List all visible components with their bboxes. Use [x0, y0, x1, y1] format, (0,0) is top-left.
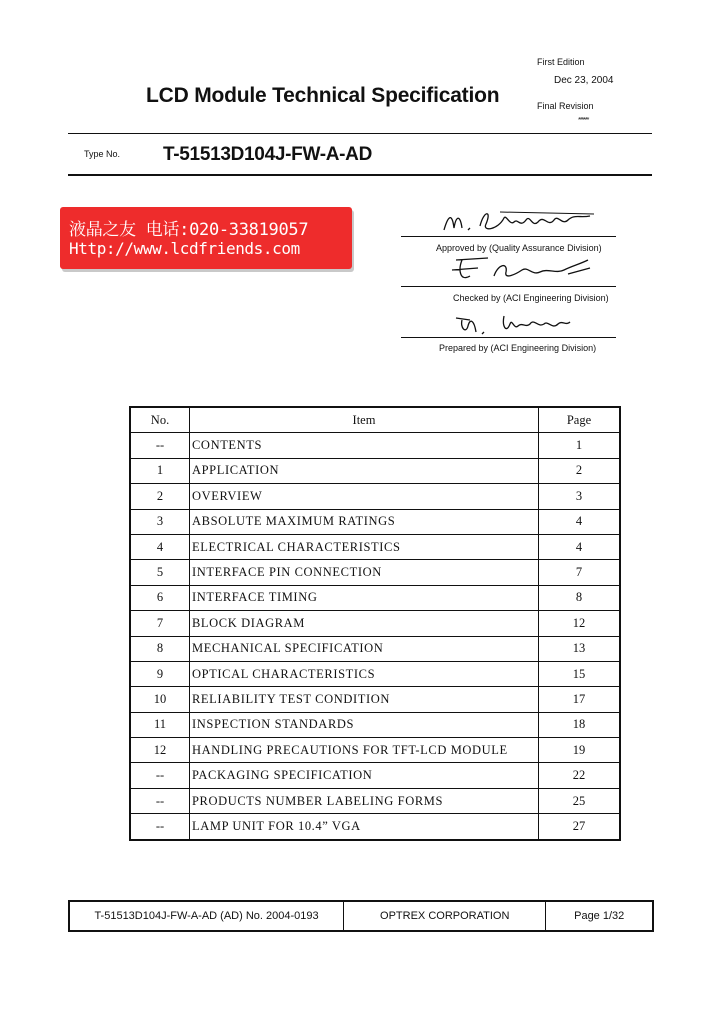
row-page: 2	[539, 458, 621, 483]
row-number: --	[130, 433, 190, 458]
row-item: PRODUCTS NUMBER LABELING FORMS	[190, 788, 539, 813]
row-number: 2	[130, 484, 190, 509]
row-item: APPLICATION	[190, 458, 539, 483]
row-item: CONTENTS	[190, 433, 539, 458]
final-revision-value: ******	[578, 117, 589, 124]
row-page: 12	[539, 611, 621, 636]
page-footer	[68, 900, 654, 932]
preparer-signature	[452, 308, 582, 338]
contents-row	[130, 763, 620, 788]
contents-row	[130, 814, 620, 840]
row-page: 3	[539, 484, 621, 509]
row-number: 4	[130, 534, 190, 559]
row-number: 8	[130, 636, 190, 661]
type-number-label: Type No.	[84, 149, 121, 159]
footer-doc-number: T-51513D104J-FW-A-AD (AD) No. 2004-0193	[70, 902, 344, 930]
row-page: 22	[539, 763, 621, 788]
row-page: 19	[539, 738, 621, 763]
stamp-line-1: 液晶之友 电话:020-33819057	[69, 220, 309, 240]
type-divider	[68, 174, 652, 176]
footer-company: OPTREX CORPORATION	[344, 902, 546, 930]
contents-row	[130, 636, 620, 661]
contents-row	[130, 738, 620, 763]
preparer-line	[401, 337, 616, 338]
header-item: Item	[190, 407, 539, 433]
title-divider	[68, 133, 652, 134]
lcdfriends-stamp	[60, 207, 352, 269]
contents-row	[130, 611, 620, 636]
row-item: LAMP UNIT FOR 10.4” VGA	[190, 814, 539, 840]
contents-row	[130, 687, 620, 712]
first-edition-date: Dec 23, 2004	[554, 75, 614, 86]
contents-row	[130, 560, 620, 585]
checker-signature	[448, 254, 598, 286]
row-page: 27	[539, 814, 621, 840]
contents-row	[130, 458, 620, 483]
approver-signature	[440, 206, 600, 236]
row-number: 10	[130, 687, 190, 712]
approver-caption: Approved by (Quality Assurance Division)	[436, 243, 602, 253]
approver-line	[401, 236, 616, 237]
stamp-line-2: Http://www.lcdfriends.com	[69, 239, 300, 258]
row-number: 3	[130, 509, 190, 534]
row-page: 25	[539, 788, 621, 813]
row-number: 7	[130, 611, 190, 636]
contents-header-row	[130, 407, 620, 433]
row-page: 15	[539, 661, 621, 686]
row-item: INTERFACE PIN CONNECTION	[190, 560, 539, 585]
row-page: 7	[539, 560, 621, 585]
preparer-caption: Prepared by (ACI Engineering Division)	[439, 343, 597, 353]
row-item: HANDLING PRECAUTIONS FOR TFT-LCD MODULE	[190, 738, 539, 763]
contents-row	[130, 509, 620, 534]
contents-row	[130, 433, 620, 458]
row-number: 5	[130, 560, 190, 585]
row-page: 4	[539, 509, 621, 534]
document-title: LCD Module Technical Specification	[146, 84, 500, 107]
row-page: 4	[539, 534, 621, 559]
row-number: 6	[130, 585, 190, 610]
header-no: No.	[130, 407, 190, 433]
row-number: 11	[130, 712, 190, 737]
checker-caption: Checked by (ACI Engineering Division)	[453, 293, 609, 303]
contents-row	[130, 661, 620, 686]
row-number: 9	[130, 661, 190, 686]
type-number-value: T-51513D104J-FW-A-AD	[163, 144, 373, 165]
final-revision-label: Final Revision	[537, 101, 594, 111]
row-page: 17	[539, 687, 621, 712]
row-page: 8	[539, 585, 621, 610]
row-number: --	[130, 763, 190, 788]
row-item: OPTICAL CHARACTERISTICS	[190, 661, 539, 686]
row-item: INTERFACE TIMING	[190, 585, 539, 610]
row-number: --	[130, 788, 190, 813]
header-page: Page	[539, 407, 621, 433]
row-number: 1	[130, 458, 190, 483]
row-item: ELECTRICAL CHARACTERISTICS	[190, 534, 539, 559]
footer-page-number: Page 1/32	[574, 910, 625, 922]
row-item: RELIABILITY TEST CONDITION	[190, 687, 539, 712]
row-item: INSPECTION STANDARDS	[190, 712, 539, 737]
row-page: 1	[539, 433, 621, 458]
contents-row	[130, 712, 620, 737]
row-number: --	[130, 814, 190, 840]
row-item: ABSOLUTE MAXIMUM RATINGS	[190, 509, 539, 534]
contents-row	[130, 534, 620, 559]
row-item: PACKAGING SPECIFICATION	[190, 763, 539, 788]
contents-row	[130, 585, 620, 610]
contents-row	[130, 484, 620, 509]
row-item: OVERVIEW	[190, 484, 539, 509]
row-item: BLOCK DIAGRAM	[190, 611, 539, 636]
first-edition-label: First Edition	[537, 57, 585, 67]
row-page: 18	[539, 712, 621, 737]
contents-table	[129, 406, 621, 841]
row-number: 12	[130, 738, 190, 763]
row-page: 13	[539, 636, 621, 661]
checker-line	[401, 286, 616, 287]
contents-row	[130, 788, 620, 813]
row-item: MECHANICAL SPECIFICATION	[190, 636, 539, 661]
